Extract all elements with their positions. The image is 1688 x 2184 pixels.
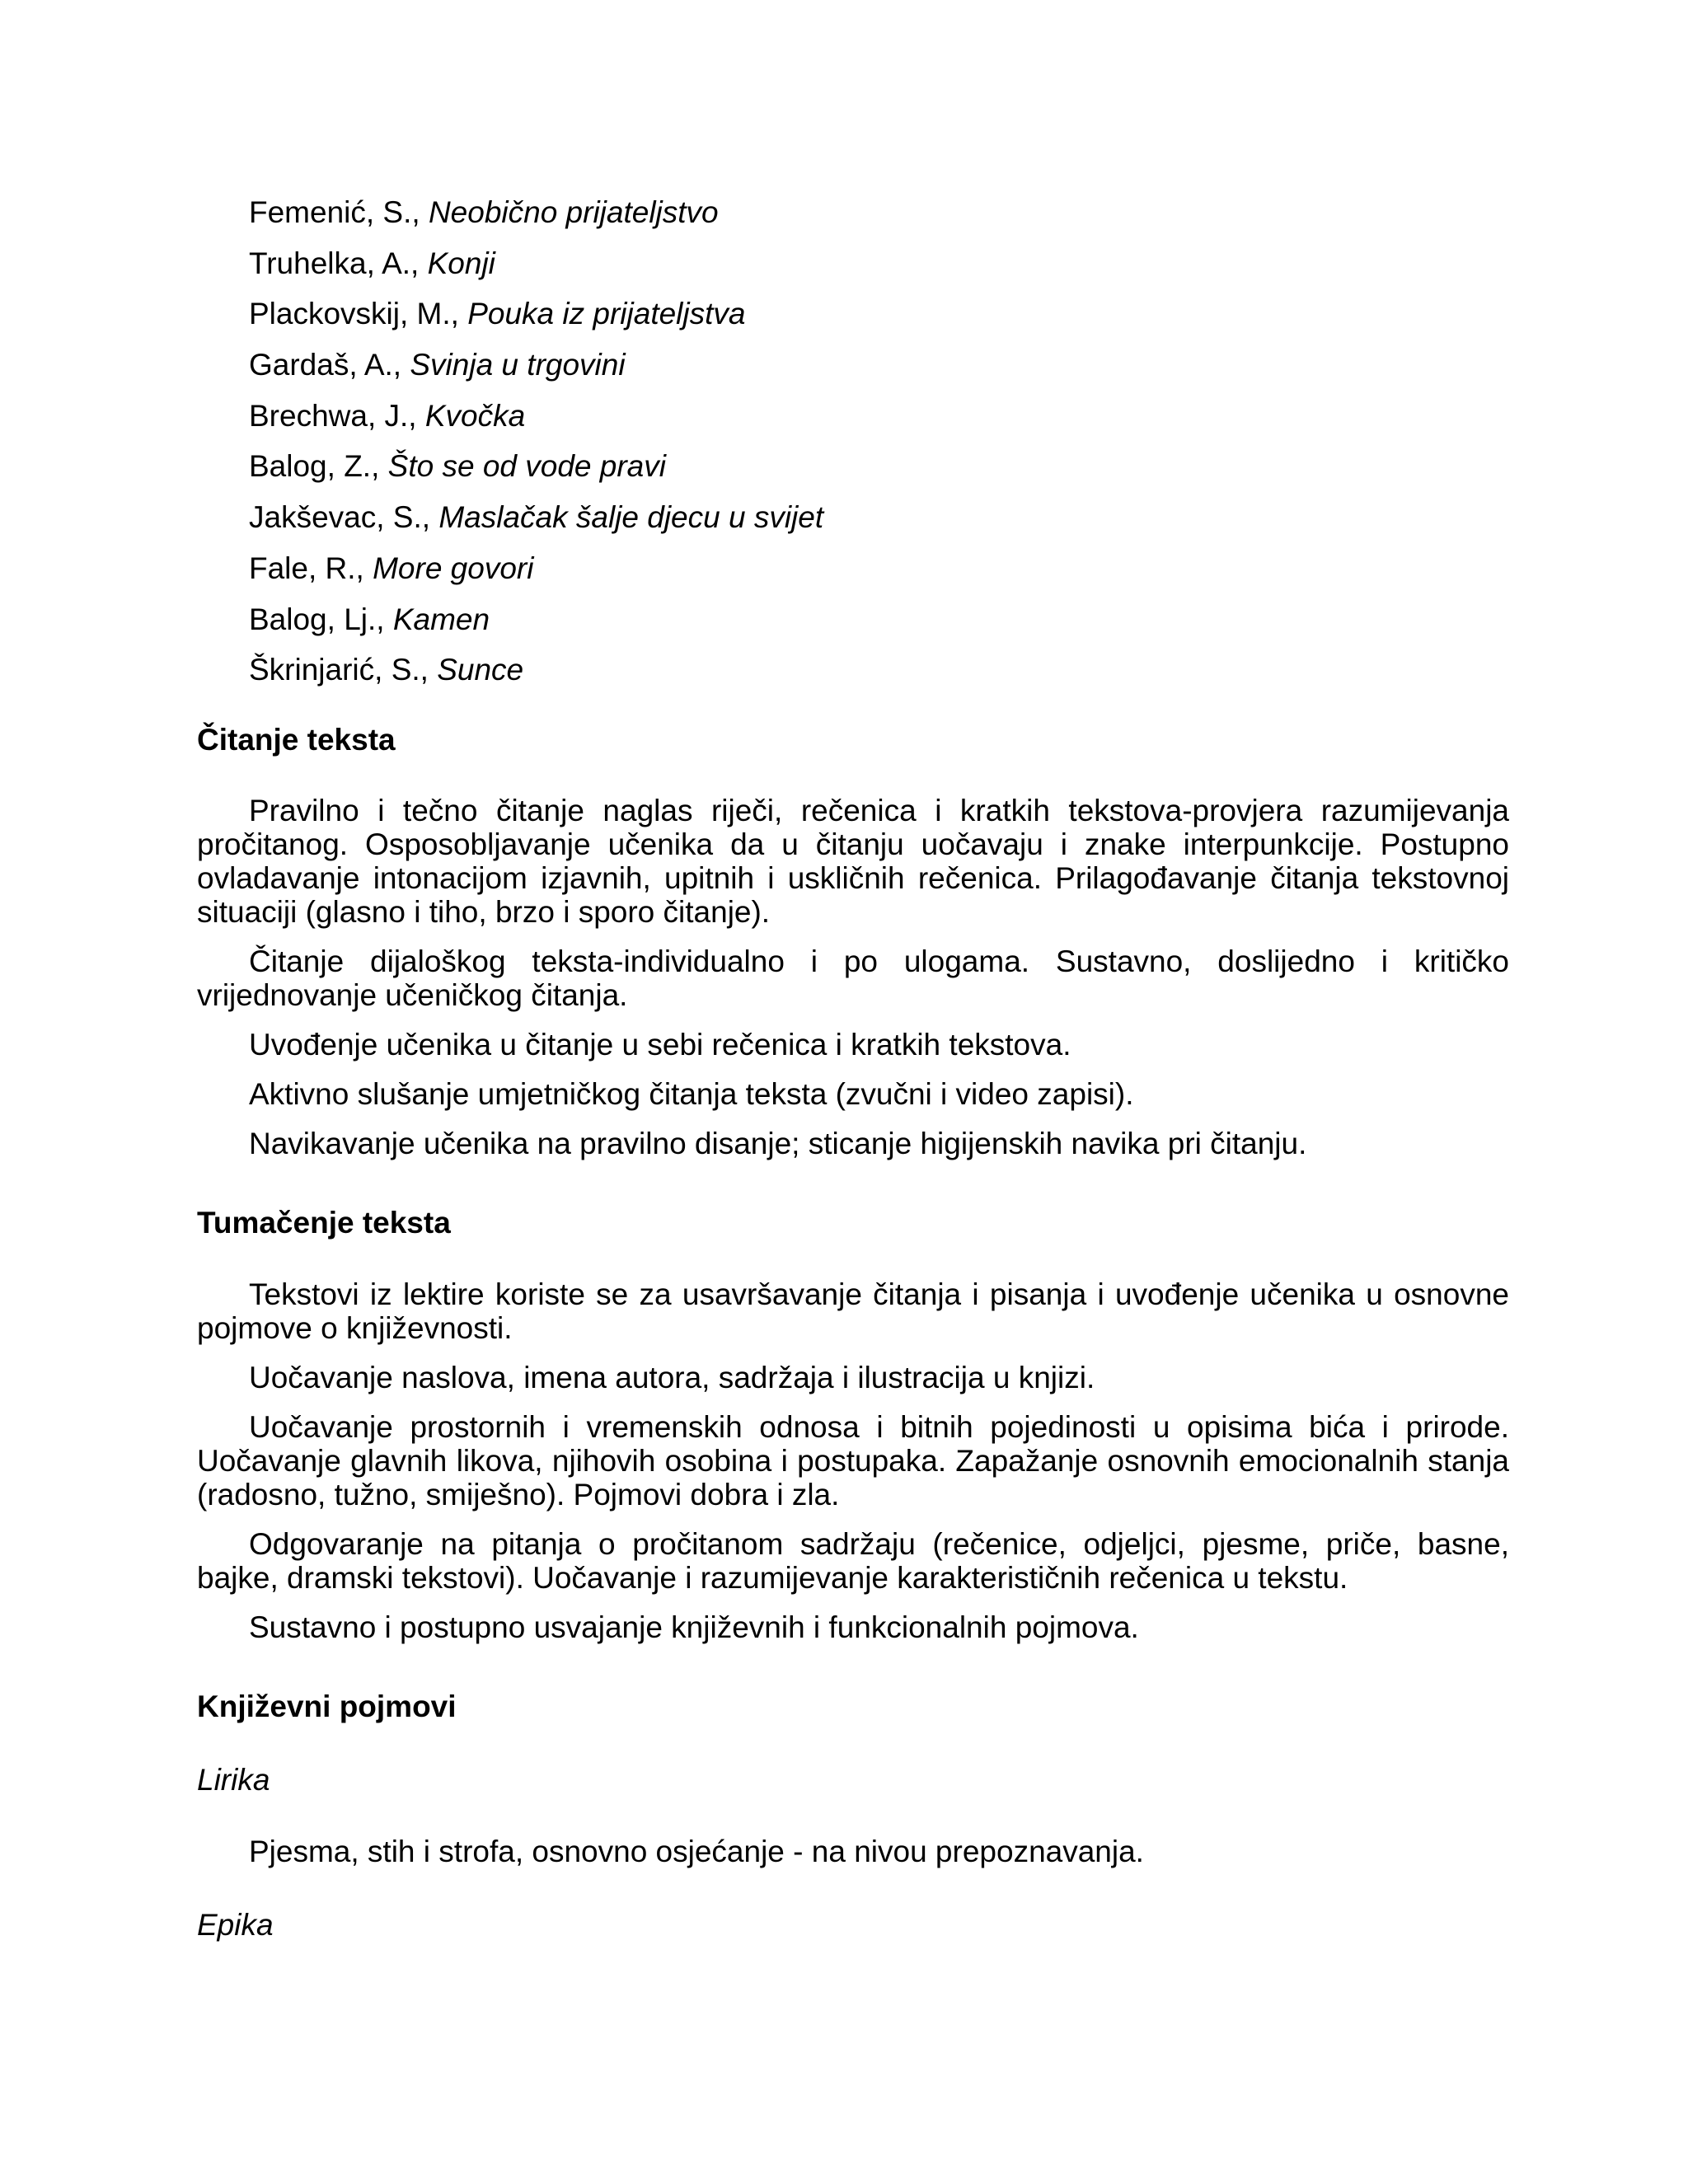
author: Škrinjarić, S., [249,653,438,687]
reading-list-item [249,549,1485,600]
work-title: Maslačak šalje djecu u svijet [438,500,824,535]
paragraph: Odgovaranje na pitanja o pročitanom sadržaju (rečenice, odjeljci, pjesme, priče, basne, bajke, dramski tekstovi). Uočavanje i razumijevanje karakterističnih rečenica u tekstu. [197,1527,1509,1595]
paragraph: Uvođenje učenika u čitanje u sebi rečenica i kratkih tekstova. [249,1028,1071,1062]
lirika-subheading-block [197,1760,1509,1800]
reading-list-item [249,193,1485,244]
paragraph: Uočavanje naslova, imena autora, sadržaja i ilustracija u knjizi. [249,1361,1095,1394]
paragraph: Uočavanje prostornih i vremenskih odnosa i bitnih pojedinosti u opisima bića i prirode. Uočavanje glavnih likova, njihovih osobina i postupaka. Zapažanje osnovnih emocionalnih stanja (radosno, tužno, smiješno). Pojmovi dobra i zla. [197,1410,1509,1511]
reading-list-item [249,447,1485,498]
reading-list-item [249,650,1485,701]
work-title: Kamen [392,602,490,636]
paragraph: Pravilno i tečno čitanje naglas riječi, rečenica i kratkih tekstova-provjera razumijevanja pročitanog. Osposobljavanje učenika da u čitanju uočavaju i znake interpunkcije. Postupno ovladavanje intonacijom izjavnih, upitnih i uskličnih rečenica. Prilagođavanje čitanja tekstovnoj situaciji (glasno i tiho, brzo i sporo čitanje). [197,794,1509,929]
reading-list-item [249,396,1485,448]
author: Fale, R., [249,551,373,585]
reading-list-item [249,600,1485,651]
section-citanje-heading-block [197,720,1509,760]
author: Balog, Z., [249,449,388,484]
paragraph: Navikavanje učenika na pravilno disanje; sticanje higijenskih navika pri čitanju. [249,1127,1307,1160]
author: Femenić, S., [249,195,429,229]
section-heading: Čitanje teksta [197,723,396,757]
reading-list-item [249,498,1485,549]
section-knjizevni-heading-block [197,1687,1509,1727]
paragraph: Tekstovi iz lektire koriste se za usavršavanje čitanja i pisanja i uvođenje učenika u osnovne pojmove o književnosti. [197,1277,1509,1345]
reading-list-item [249,244,1485,295]
section-heading: Književni pojmovi [197,1690,457,1723]
work-title: Sunce [437,653,524,687]
epika-subheading-block [197,1905,1509,1945]
section-tumacenje-body [197,1277,1509,1660]
work-title: Pouka iz prijateljstva [467,297,746,331]
subsection-heading: Lirika [197,1763,270,1797]
author: Balog, Lj., [249,602,393,636]
section-heading: Tumačenje teksta [197,1206,451,1240]
reading-list [249,193,1485,701]
work-title: Svinja u trgovini [410,348,626,382]
subsection-heading: Epika [197,1908,274,1942]
work-title: Kvočka [424,398,526,433]
section-tumacenje-heading-block [197,1203,1509,1243]
reading-list-item [249,345,1485,396]
work-title: Konji [427,246,495,280]
paragraph: Aktivno slušanje umjetničkog čitanja teksta (zvučni i video zapisi). [249,1077,1134,1111]
work-title: More govori [373,551,534,585]
author: Plackovskij, M., [249,297,468,331]
author: Brechwa, J., [249,398,425,433]
paragraph: Pjesma, stih i strofa, osnovno osjećanje - na nivou prepoznavanja. [249,1835,1144,1868]
reading-list-item [249,294,1485,345]
paragraph: Čitanje dijaloškog teksta-individualno i po ulogama. Sustavno, doslijedno i kritičko vrijednovanje učeničkog čitanja. [197,944,1509,1012]
author: Gardaš, A., [249,348,410,382]
section-citanje-body [197,794,1509,1176]
lirika-body [197,1835,1509,1884]
author: Jakševac, S., [249,500,439,535]
work-title: Neobično prijateljstvo [428,195,719,229]
work-title: Što se od vode pravi [387,449,666,484]
author: Truhelka, A., [249,246,428,280]
paragraph: Sustavno i postupno usvajanje književnih i funkcionalnih pojmova. [249,1610,1139,1644]
